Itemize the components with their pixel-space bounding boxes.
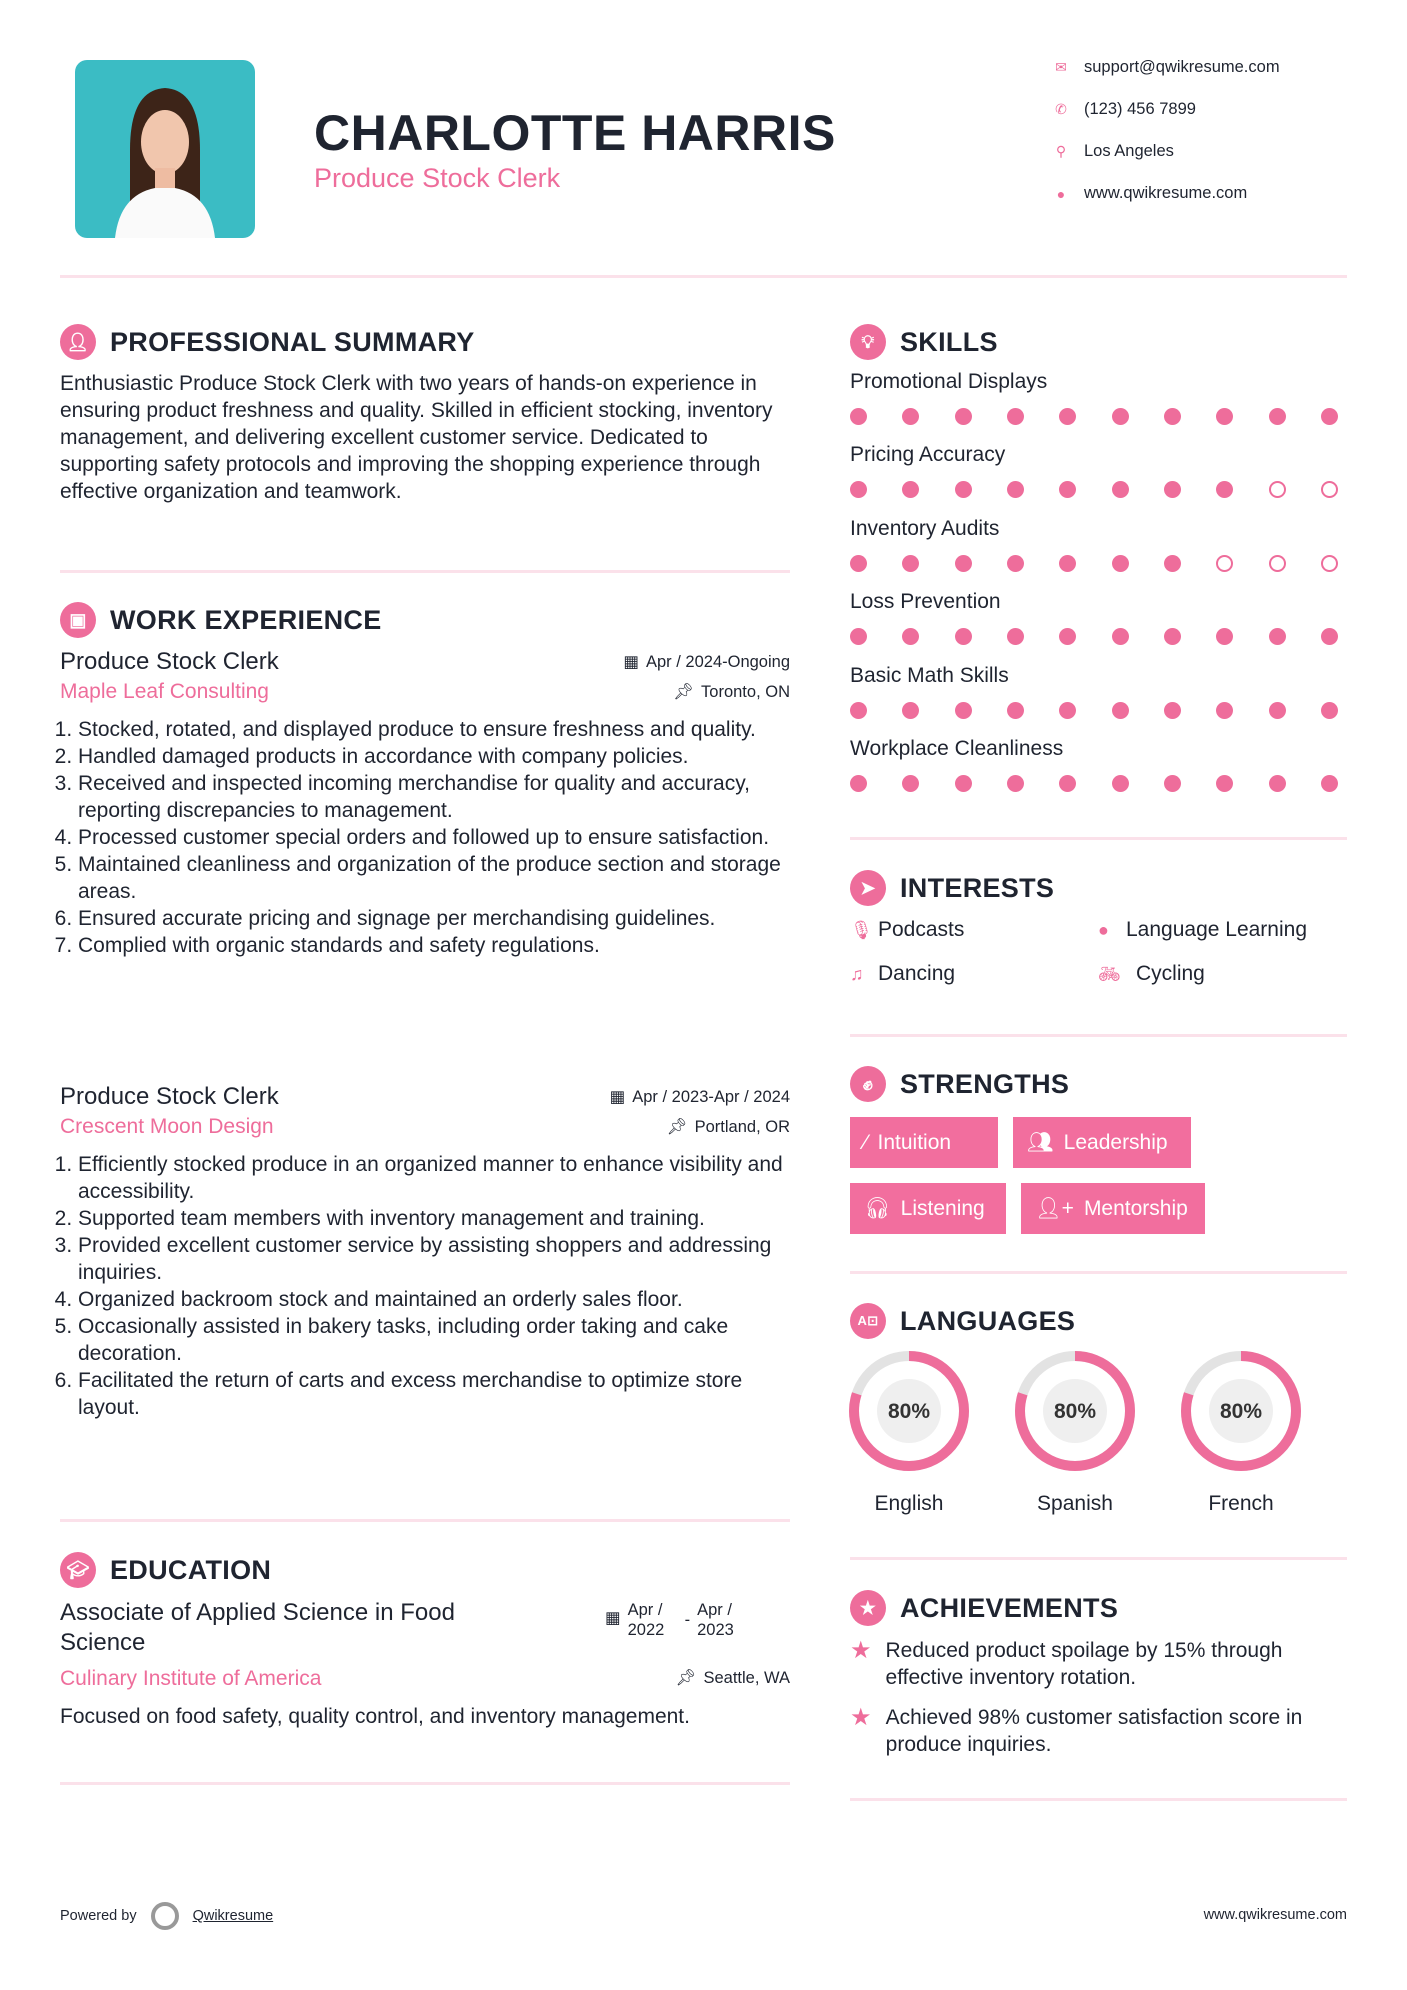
pin-icon: 📌︎: [673, 682, 695, 701]
translate-icon: A⊡: [850, 1303, 886, 1339]
skill-name: Promotional Displays: [850, 370, 1048, 393]
contact-text: support@qwikresume.com: [1084, 58, 1280, 76]
rating-dot-filled: [1216, 408, 1233, 425]
work-heading: [60, 602, 382, 638]
rating-dot-filled: [1216, 481, 1233, 498]
rating-dot-filled: [1112, 702, 1129, 719]
qwikresume-logo-icon: [151, 1902, 179, 1930]
contact-phone: [1052, 100, 1196, 119]
language-percent: 80%: [887, 1400, 931, 1423]
job-title: Produce Stock Clerk: [60, 1083, 279, 1110]
language-donut: [1010, 1349, 1140, 1473]
users-icon: 👥︎: [1027, 1130, 1054, 1154]
rating-dot-filled: [1007, 555, 1024, 572]
rating-dot-filled: [1321, 775, 1338, 792]
rating-dot-filled: [1112, 628, 1129, 645]
person-silhouette-icon: [75, 60, 255, 238]
job-bullet: 2. Supported team members with inventory management and training.: [78, 1205, 790, 1232]
languages-heading: [850, 1303, 1075, 1339]
lightbulb-icon: 💡︎: [850, 324, 886, 360]
globe-icon: ●: [1056, 185, 1066, 202]
rating-dot-filled: [850, 408, 867, 425]
contact-text: (123) 456 7899: [1084, 100, 1196, 118]
job-bullet: 4. Processed customer special orders and followed up to ensure satisfaction.: [78, 824, 790, 851]
job-bullet: 3. Provided excellent customer service by assisting shoppers and addressing inquiries.: [78, 1232, 790, 1286]
rating-dot-filled: [1269, 702, 1286, 719]
rating-dot-filled: [1321, 408, 1338, 425]
rating-dot-filled: [1059, 555, 1076, 572]
magic-wand-icon: ⁄: [864, 1130, 868, 1154]
interest-label: Cycling: [1136, 962, 1205, 985]
job-bullet: 7. Complied with organic standards and safety regulations.: [78, 932, 790, 959]
skill-rating: [850, 628, 1338, 645]
job-location: [673, 683, 790, 702]
achievement-text: Achieved 98% customer satisfaction score in produce inquiries.: [885, 1706, 1303, 1756]
education-description: Focused on food safety, quality control, and inventory management.: [60, 1705, 690, 1728]
rating-dot-filled: [1269, 408, 1286, 425]
location-text: Portland, OR: [694, 1117, 790, 1136]
contact-email[interactable]: [1052, 58, 1280, 77]
rating-dot-filled: [1321, 628, 1338, 645]
rating-dot-empty: [1269, 555, 1286, 572]
language-name: Spanish: [1037, 1492, 1113, 1515]
rating-dot-filled: [1112, 408, 1129, 425]
strength-tag: [850, 1117, 998, 1168]
education-location: [676, 1669, 790, 1688]
rating-dot-filled: [1164, 702, 1181, 719]
rating-dot-filled: [955, 408, 972, 425]
rating-dot-filled: [1321, 702, 1338, 719]
rating-dot-filled: [1269, 628, 1286, 645]
star-icon: ★: [850, 1704, 872, 1731]
phone-icon: ✆: [1055, 101, 1067, 117]
job-bullet: 3. Received and inspected incoming merchandise for quality and accuracy, reporting discrepancies to management.: [78, 770, 790, 824]
job-bullet: 5. Maintained cleanliness and organization of the produce section and storage areas.: [78, 851, 790, 905]
calendar-icon: ▦: [623, 653, 639, 671]
job-date: [610, 1087, 790, 1107]
pin-icon: 📌︎: [666, 1117, 688, 1136]
school-name: Culinary Institute of America: [60, 1667, 322, 1690]
bicycle-icon: 🚲︎: [1098, 963, 1121, 984]
section-divider: [60, 570, 790, 573]
rating-dot-filled: [1059, 775, 1076, 792]
heading-text: WORK EXPERIENCE: [110, 604, 382, 635]
tag-label: Intuition: [877, 1130, 952, 1154]
skill-rating: [850, 481, 1338, 498]
job-bullet: 6. Facilitated the return of carts and excess merchandise to optimize store layout.: [78, 1367, 790, 1421]
heading-text: LANGUAGES: [900, 1305, 1076, 1336]
user-icon: 👤︎: [60, 324, 96, 360]
rating-dot-filled: [955, 775, 972, 792]
rating-dot-filled: [955, 481, 972, 498]
powered-by-text: Powered by: [60, 1908, 137, 1924]
envelope-icon: ✉: [1055, 59, 1067, 75]
interests-heading: [850, 870, 1054, 906]
achievement-item: [850, 1637, 1310, 1691]
job-bullets: [60, 716, 790, 959]
job-bullet: 6. Ensured accurate pricing and signage per merchandising guidelines.: [78, 905, 790, 932]
skill-row: [850, 443, 1347, 516]
education-heading: [60, 1552, 271, 1588]
date-start: Apr / 2022: [627, 1601, 665, 1639]
fist-icon: ✊︎: [850, 1066, 886, 1102]
degree-title: Associate of Applied Science in Food Science: [60, 1599, 455, 1656]
rating-dot-filled: [850, 702, 867, 719]
location-text: Toronto, ON: [701, 682, 790, 701]
tag-label: Mentorship: [1083, 1196, 1188, 1220]
strength-tag: [850, 1183, 1006, 1234]
rating-dot-filled: [902, 555, 919, 572]
rating-dot-filled: [1112, 555, 1129, 572]
calendar-icon: ▦: [609, 1088, 626, 1106]
job-location: [667, 1118, 790, 1137]
rating-dot-filled: [1007, 481, 1024, 498]
star-icon: ★: [850, 1637, 872, 1664]
user-plus-icon: 👤︎+: [1035, 1196, 1074, 1220]
interest-item: [850, 962, 955, 986]
tag-label: Listening: [900, 1196, 985, 1220]
rating-dot-filled: [1007, 408, 1024, 425]
skill-row: [850, 737, 1347, 810]
interest-item: [1098, 918, 1307, 942]
rating-dot-filled: [1269, 775, 1286, 792]
rating-dot-filled: [1112, 481, 1129, 498]
skill-rating: [850, 775, 1338, 792]
rating-dot-filled: [1007, 775, 1024, 792]
skill-name: Workplace Cleanliness: [850, 736, 1064, 760]
map-pin-icon: ⚲: [1055, 143, 1067, 159]
skill-row: [850, 664, 1347, 737]
job-entry: [60, 648, 790, 959]
heading-text: PROFESSIONAL SUMMARY: [110, 326, 475, 357]
skill-row: [850, 590, 1347, 663]
language-percent: 80%: [1219, 1400, 1263, 1423]
job-bullet: 1. Efficiently stocked produce in an organized manner to enhance visibility and accessibility.: [78, 1151, 790, 1205]
section-divider: [850, 1271, 1347, 1274]
section-divider: [850, 1798, 1347, 1801]
achievement-item: [850, 1704, 1310, 1758]
rating-dot-filled: [1164, 775, 1181, 792]
summary-heading: [60, 324, 475, 360]
rating-dot-filled: [955, 555, 972, 572]
interest-item: [850, 918, 964, 942]
job-bullet: 5. Occasionally assisted in bakery tasks, including order taking and cake decoration.: [78, 1313, 790, 1367]
music-note-icon: ♫: [850, 963, 864, 984]
job-bullet: 1. Stocked, rotated, and displayed produce to ensure freshness and quality.: [78, 716, 790, 743]
date-separator: -: [684, 1611, 691, 1629]
rating-dot-empty: [1216, 555, 1233, 572]
skill-name: Basic Math Skills: [850, 663, 1009, 687]
rating-dot-filled: [1216, 775, 1233, 792]
rating-dot-filled: [1216, 628, 1233, 645]
rating-dot-filled: [1059, 702, 1076, 719]
contact-website[interactable]: [1052, 184, 1247, 203]
section-divider: [850, 837, 1347, 840]
rating-dot-filled: [955, 702, 972, 719]
contact-text: Los Angeles: [1084, 142, 1174, 160]
skills-heading: [850, 324, 998, 360]
rating-dot-filled: [902, 702, 919, 719]
skill-row: [850, 370, 1347, 443]
header-divider: [60, 275, 1347, 278]
rating-dot-filled: [1059, 481, 1076, 498]
language-item: [1176, 1349, 1306, 1516]
skill-name: Loss Prevention: [850, 590, 1001, 614]
languages-list: [844, 1349, 1306, 1516]
pin-icon: 📌︎: [675, 1669, 697, 1687]
rating-dot-filled: [1007, 628, 1024, 645]
rating-dot-filled: [1216, 702, 1233, 719]
language-donut: [1176, 1349, 1306, 1473]
rating-dot-empty: [1269, 481, 1286, 498]
heading-text: ACHIEVEMENTS: [900, 1592, 1119, 1623]
profile-photo: [75, 60, 255, 238]
section-divider: [60, 1782, 790, 1785]
section-divider: [850, 1557, 1347, 1560]
strengths-heading: [850, 1066, 1069, 1102]
interest-label: Dancing: [878, 962, 956, 985]
candidate-name: CHARLOTTE HARRIS: [314, 105, 836, 161]
company-name: Crescent Moon Design: [60, 1115, 274, 1138]
job-bullet: 2. Handled damaged products in accordance with company policies.: [78, 743, 790, 770]
company-name: Maple Leaf Consulting: [60, 680, 269, 703]
job-date: [623, 652, 790, 672]
interest-label: Podcasts: [878, 918, 965, 941]
tag-label: Leadership: [1063, 1130, 1168, 1154]
microphone-icon: 🎙︎: [850, 919, 873, 940]
briefcase-icon: ▣: [60, 602, 96, 638]
skills-list: [850, 370, 1347, 810]
section-divider: [60, 1519, 790, 1522]
rating-dot-filled: [850, 555, 867, 572]
education-date: [605, 1600, 747, 1640]
rating-dot-empty: [1321, 555, 1338, 572]
rating-dot-filled: [1164, 408, 1181, 425]
skill-row: [850, 517, 1347, 590]
job-bullets: [60, 1151, 790, 1421]
language-name: English: [874, 1492, 944, 1515]
brand-link[interactable]: Qwikresume: [192, 1908, 274, 1924]
contact-location: [1052, 142, 1174, 161]
skill-rating: [850, 702, 1338, 719]
rating-dot-filled: [902, 481, 919, 498]
contact-text: www.qwikresume.com: [1084, 184, 1248, 202]
rating-dot-filled: [902, 628, 919, 645]
achievement-text: Reduced product spoilage by 15% through effective inventory rotation.: [885, 1639, 1283, 1689]
language-name: French: [1208, 1492, 1274, 1515]
language-donut: [844, 1349, 974, 1473]
language-item: [1010, 1349, 1140, 1516]
heading-text: INTERESTS: [900, 872, 1055, 903]
strength-tag: [1013, 1117, 1191, 1168]
rating-dot-empty: [1321, 481, 1338, 498]
date-text: Apr / 2024-Ongoing: [645, 652, 790, 671]
skill-name: Pricing Accuracy: [850, 443, 1006, 467]
skill-rating: [850, 408, 1338, 425]
candidate-title: Produce Stock Clerk: [314, 163, 561, 193]
rating-dot-filled: [1164, 555, 1181, 572]
job-bullet: 4. Organized backroom stock and maintained an orderly sales floor.: [78, 1286, 790, 1313]
rating-dot-filled: [1059, 628, 1076, 645]
rating-dot-filled: [850, 628, 867, 645]
footer-url[interactable]: www.qwikresume.com: [1203, 1907, 1347, 1923]
interest-label: Language Learning: [1126, 918, 1308, 941]
interest-item: [1098, 962, 1205, 986]
paper-plane-icon: ➤: [850, 870, 886, 906]
rating-dot-filled: [1164, 481, 1181, 498]
job-title: Produce Stock Clerk: [60, 648, 279, 675]
headphones-icon: 🎧︎: [864, 1196, 891, 1220]
achievements-heading: [850, 1590, 1118, 1626]
heading-text: STRENGTHS: [900, 1068, 1070, 1099]
section-divider: [850, 1034, 1347, 1037]
date-text: Apr / 2023-Apr / 2024: [632, 1087, 790, 1106]
language-item: [844, 1349, 974, 1516]
rating-dot-filled: [1112, 775, 1129, 792]
rating-dot-filled: [850, 481, 867, 498]
globe-icon: ●: [1098, 919, 1109, 940]
graduation-icon: 🎓︎: [60, 1552, 96, 1588]
rating-dot-filled: [850, 775, 867, 792]
date-end: Apr / 2023: [697, 1601, 734, 1639]
rating-dot-filled: [902, 408, 919, 425]
skill-rating: [850, 555, 1338, 572]
skill-name: Inventory Audits: [850, 516, 1000, 540]
rating-dot-filled: [955, 628, 972, 645]
footer-brand: [60, 1902, 273, 1930]
location-text: Seattle, WA: [703, 1669, 790, 1687]
heading-text: SKILLS: [900, 326, 998, 357]
strength-tag: [1021, 1183, 1205, 1234]
rating-dot-filled: [1007, 702, 1024, 719]
rating-dot-filled: [902, 775, 919, 792]
rating-dot-filled: [1164, 628, 1181, 645]
summary-text: Enthusiastic Produce Stock Clerk with two years of hands-on experience in ensuring product freshness and quality. Skilled in efficient stocking, inventory management, and delivering excellent customer service. Dedicated to supporting safety protocols and improving the shopping experience through effective organization and teamwork.: [60, 372, 773, 503]
job-entry: [60, 1083, 790, 1421]
language-percent: 80%: [1053, 1400, 1097, 1423]
heading-text: EDUCATION: [110, 1554, 272, 1585]
calendar-icon: ▦: [605, 1609, 621, 1627]
star-badge-icon: ★: [850, 1590, 886, 1626]
rating-dot-filled: [1059, 408, 1076, 425]
